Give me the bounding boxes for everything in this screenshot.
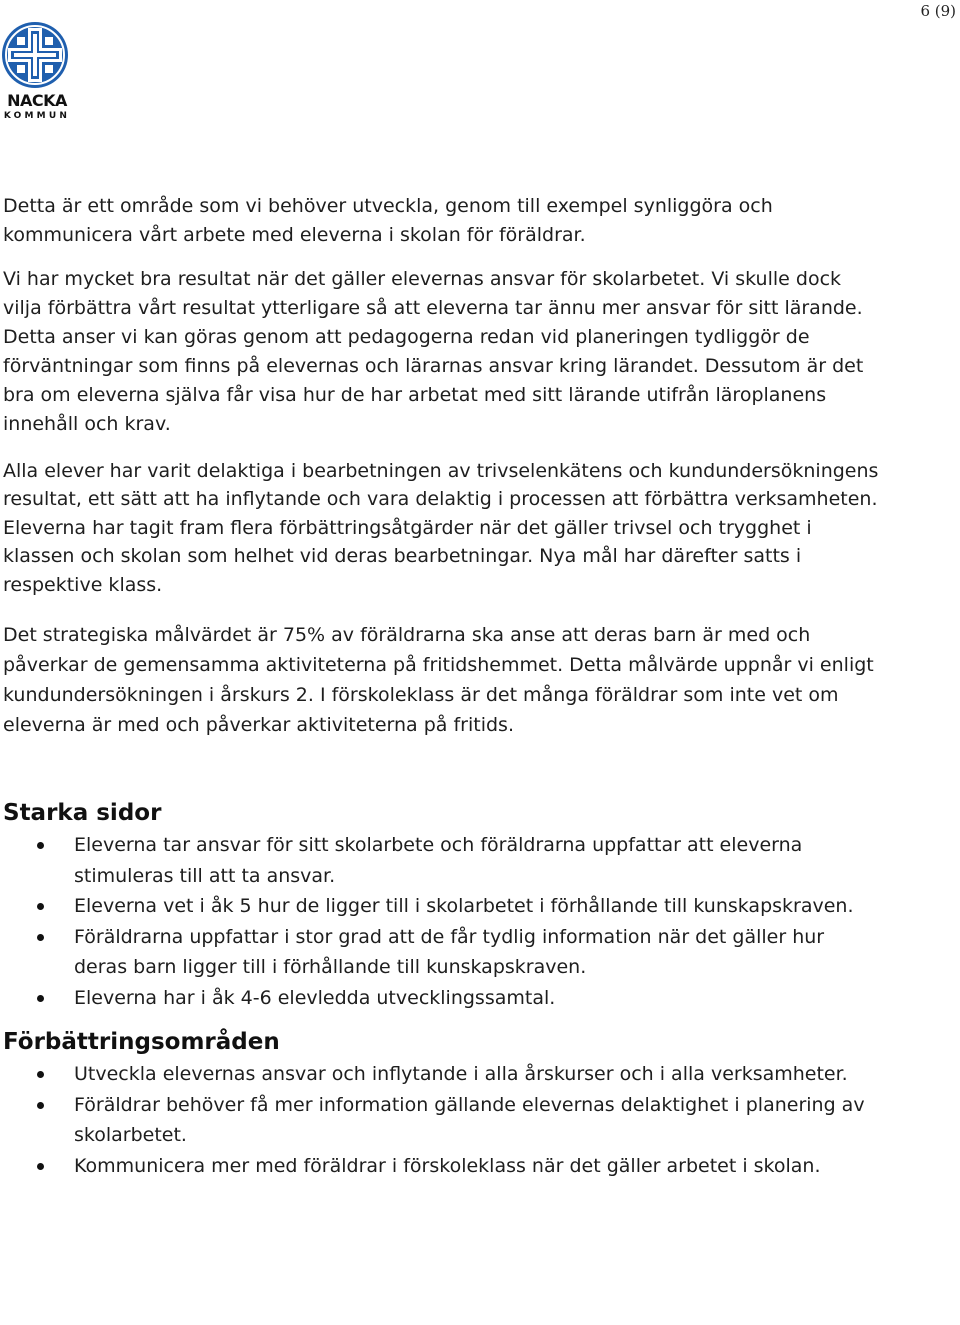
list-item — [3, 830, 874, 891]
logo-wordmark: NACKA — [7, 91, 67, 110]
list-item-text: Kommunicera mer med föräldrar i förskoleklass när det gäller arbetet i skolan. — [74, 1154, 821, 1177]
list-item — [3, 1059, 874, 1090]
list-item-text: Föräldrar behöver få mer information gällande elevernas delaktighet i planering av skolarbetet. — [74, 1093, 865, 1147]
paragraph: Det strategiska målvärdet är 75% av föräldrarna ska anse att deras barn är med och påverkar de gemensamma aktiviteterna på fritidshemmet. Detta målvärde uppnår vi enligt kundundersökningen i årskurs 2. I förskoleklass är det många föräldrar som inte vet om eleverna är med och påverkar aktiviteterna på fritids. — [3, 624, 874, 737]
list-item-text: Eleverna vet i åk 5 hur de ligger till i skolarbetet i förhållande till kunskapskraven. — [74, 895, 854, 918]
section-heading-improvements: Förbättringsområden — [3, 1029, 280, 1056]
list-item — [3, 1151, 874, 1182]
bullet-icon — [37, 995, 44, 1002]
bullet-icon — [37, 934, 44, 941]
list-item — [3, 922, 874, 983]
paragraph: Vi har mycket bra resultat när det gäller elevernas ansvar för skolarbetet. Vi skulle dock vilja förbättra vårt resultat ytterligare så att eleverna tar ännu mer ansvar för sitt lärande. Detta anser vi kan göras genom att pedagogerna redan vid planeringen tydliggör de förväntningar som finns på elevernas och lärarnas ansvar kring lärandet. Dessutom är det bra om eleverna själva får visa hur de har arbetat med sitt lärande utifrån läroplanens innehåll och krav. — [3, 268, 864, 435]
bullet-icon — [37, 1163, 44, 1170]
bullet-icon — [37, 1102, 44, 1109]
page-number: 6 (9) — [920, 2, 956, 20]
document-body — [3, 192, 903, 1181]
list-item-text: Eleverna har i åk 4-6 elevledda utvecklingssamtal. — [74, 986, 556, 1009]
section-heading-strengths: Starka sidor — [3, 800, 162, 827]
logo-subtitle: KOMMUN — [3, 111, 71, 121]
logo-emblem-icon — [0, 20, 74, 92]
paragraph: Alla elever har varit delaktiga i bearbetningen av trivselenkätens och kundundersökningens resultat, ett sätt att ha inflytande och vara delaktig i processen att förbättra verksamheten. Eleverna har tagit fram flera förbättringsåtgärder när det gäller trivsel och trygghet i klassen och skolan som helhet vid deras bearbetningar. Nya mål har därefter satts i respektive klass. — [3, 460, 879, 596]
strengths-list — [3, 830, 903, 1013]
list-item — [3, 891, 874, 922]
bullet-icon — [37, 842, 44, 849]
list-item-text: Föräldrarna uppfattar i stor grad att de får tydlig information när det gäller hur deras barn ligger till i förhållande till kunskapskraven. — [74, 925, 825, 979]
nacka-kommun-logo — [0, 20, 74, 126]
improvements-list — [3, 1059, 903, 1181]
list-item — [3, 983, 874, 1014]
paragraph: Detta är ett område som vi behöver utveckla, genom till exempel synliggöra och kommunicera vårt arbete med eleverna i skolan för föräldrar. — [3, 195, 773, 246]
list-item-text: Utveckla elevernas ansvar och inflytande i alla årskurser och i alla verksamheter. — [74, 1063, 848, 1086]
list-item-text: Eleverna tar ansvar för sitt skolarbete och föräldrarna uppfattar att eleverna stimuleras till att ta ansvar. — [74, 834, 803, 887]
bullet-icon — [37, 1071, 44, 1078]
bullet-icon — [37, 903, 44, 910]
list-item — [3, 1090, 874, 1151]
